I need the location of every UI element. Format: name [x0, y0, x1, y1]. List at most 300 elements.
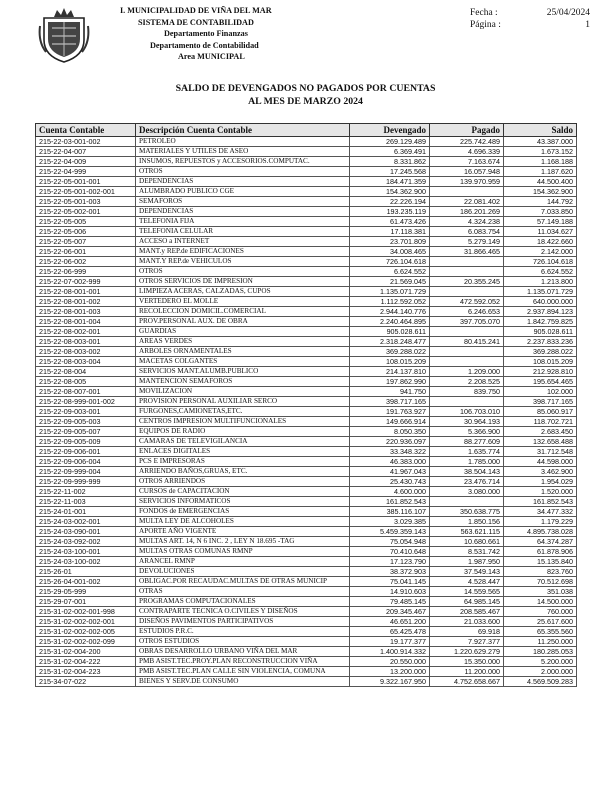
cell-devengado: 6.369.491 — [350, 147, 430, 157]
cell-devengado: 6.624.552 — [350, 267, 430, 277]
table-row — [36, 317, 577, 327]
cell-saldo: 15.135.840 — [504, 557, 577, 567]
cell-pagado: 38.504.143 — [430, 467, 504, 477]
cell-descripcion: PROVISION PERSONAL AUXILIAR SERCO — [136, 397, 350, 407]
cell-descripcion: ALUMBRADO PUBLICO CGE — [136, 187, 350, 197]
cell-cuenta: 215-24-03-100-001 — [36, 547, 136, 557]
cell-saldo: 31.712.548 — [504, 447, 577, 457]
cell-descripcion: DEVOLUCIONES — [136, 567, 350, 577]
cell-descripcion: ENLACES DIGITALES — [136, 447, 350, 457]
cell-saldo: 640.000.000 — [504, 297, 577, 307]
cell-cuenta: 215-22-11-002 — [36, 487, 136, 497]
col-header-saldo: Saldo — [504, 124, 577, 137]
cell-saldo: 11.034.627 — [504, 227, 577, 237]
cell-saldo: 44.500.400 — [504, 177, 577, 187]
cell-devengado: 726.104.618 — [350, 257, 430, 267]
table-row — [36, 417, 577, 427]
cell-descripcion: DEPENDENCIAS — [136, 207, 350, 217]
cell-cuenta: 215-22-06-001 — [36, 247, 136, 257]
cell-devengado: 269.129.489 — [350, 137, 430, 147]
table-row — [36, 307, 577, 317]
cell-devengado: 161.852.543 — [350, 497, 430, 507]
cell-cuenta: 215-22-08-007-001 — [36, 387, 136, 397]
table-row — [36, 177, 577, 187]
cell-descripcion: CURSOS de CAPACITACION — [136, 487, 350, 497]
cell-cuenta: 215-22-08-003-001 — [36, 337, 136, 347]
table-row — [36, 507, 577, 517]
table-row — [36, 337, 577, 347]
table-row — [36, 427, 577, 437]
cell-saldo: 180.285.053 — [504, 647, 577, 657]
cell-saldo: 65.355.560 — [504, 627, 577, 637]
cell-devengado: 108.015.209 — [350, 357, 430, 367]
col-header-pagado: Pagado — [430, 124, 504, 137]
cell-descripcion: ARANCEL RMNP — [136, 557, 350, 567]
col-header-devengado: Devengado — [350, 124, 430, 137]
table-row — [36, 377, 577, 387]
cell-pagado: 4.696.339 — [430, 147, 504, 157]
cell-saldo: 760.000 — [504, 607, 577, 617]
cell-descripcion: PCS E IMPRESORAS — [136, 457, 350, 467]
cell-descripcion: MANT.Y REP.de VEHICULOS — [136, 257, 350, 267]
cell-devengado: 2.240.464.895 — [350, 317, 430, 327]
cell-cuenta: 215-22-08-003-002 — [36, 347, 136, 357]
cell-pagado: 139.970.959 — [430, 177, 504, 187]
fecha-value: 25/04/2024 — [546, 8, 590, 18]
cell-saldo: 18.422.660 — [504, 237, 577, 247]
cell-devengado: 385.116.107 — [350, 507, 430, 517]
institution-header — [120, 5, 272, 63]
cell-saldo: 1.213.800 — [504, 277, 577, 287]
table-row — [36, 267, 577, 277]
cell-pagado: 15.350.000 — [430, 657, 504, 667]
municipality-name: I. MUNICIPALIDAD DE VIÑA DEL MAR — [120, 6, 272, 15]
cell-pagado: 350.638.775 — [430, 507, 504, 517]
cell-devengado: 398.717.165 — [350, 397, 430, 407]
cell-saldo: 7.033.850 — [504, 207, 577, 217]
municipal-seal — [38, 6, 90, 64]
cell-pagado: 31.866.465 — [430, 247, 504, 257]
cell-cuenta: 215-24-03-002-001 — [36, 517, 136, 527]
cell-pagado — [430, 287, 504, 297]
cell-cuenta: 215-31-02-002-001-998 — [36, 607, 136, 617]
fecha-label: Fecha : — [470, 8, 498, 18]
cell-saldo: 108.015.209 — [504, 357, 577, 367]
cell-pagado: 8.531.742 — [430, 547, 504, 557]
cell-cuenta: 215-22-08-001-001 — [36, 287, 136, 297]
cell-pagado — [430, 257, 504, 267]
cell-devengado: 220.936.097 — [350, 437, 430, 447]
table-row — [36, 157, 577, 167]
table-row — [36, 217, 577, 227]
cell-devengado: 17.123.790 — [350, 557, 430, 567]
cell-devengado: 46.651.200 — [350, 617, 430, 627]
cell-cuenta: 215-29-07-001 — [36, 597, 136, 607]
cell-saldo: 398.717.165 — [504, 397, 577, 407]
table-row — [36, 677, 577, 687]
cell-saldo: 70.512.698 — [504, 577, 577, 587]
cell-saldo: 905.028.611 — [504, 327, 577, 337]
cell-devengado: 214.137.810 — [350, 367, 430, 377]
cell-descripcion: PROGRAMAS COMPUTACIONALES — [136, 597, 350, 607]
cell-devengado: 65.425.478 — [350, 627, 430, 637]
table-row — [36, 497, 577, 507]
cell-saldo: 2.237.833.236 — [504, 337, 577, 347]
cell-cuenta: 215-22-08-001-002 — [36, 297, 136, 307]
cell-devengado: 1.135.071.729 — [350, 287, 430, 297]
cell-saldo: 2.142.000 — [504, 247, 577, 257]
cell-descripcion: EQUIPOS DE RADIO — [136, 427, 350, 437]
cell-devengado: 2.944.140.776 — [350, 307, 430, 317]
cell-cuenta: 215-31-02-002-002-001 — [36, 617, 136, 627]
cell-descripcion: CONTRAPARTE TECNICA O.CIVILES Y DISEÑOS — [136, 607, 350, 617]
cell-descripcion: OBRAS DESARROLLO URBANO VIÑA DEL MAR — [136, 647, 350, 657]
cell-saldo: 1.135.071.729 — [504, 287, 577, 297]
cell-descripcion: TELEFONIA FIJA — [136, 217, 350, 227]
table-row — [36, 437, 577, 447]
cell-saldo: 212.928.810 — [504, 367, 577, 377]
cell-pagado: 14.559.565 — [430, 587, 504, 597]
table-row — [36, 557, 577, 567]
cell-saldo: 132.658.488 — [504, 437, 577, 447]
cell-descripcion: PETROLEO — [136, 137, 350, 147]
table-row — [36, 647, 577, 657]
cell-cuenta: 215-22-05-005 — [36, 217, 136, 227]
cell-pagado: 20.355.245 — [430, 277, 504, 287]
cell-saldo: 61.878.906 — [504, 547, 577, 557]
cell-devengado: 25.430.743 — [350, 477, 430, 487]
report-title-line2: AL MES DE MARZO 2024 — [248, 96, 363, 107]
table-row — [36, 467, 577, 477]
cell-cuenta: 215-31-02-004-222 — [36, 657, 136, 667]
cell-descripcion: TELEFONIA CELULAR — [136, 227, 350, 237]
table-row — [36, 227, 577, 237]
cell-devengado: 33.348.322 — [350, 447, 430, 457]
cell-descripcion: DEPENDENCIAS — [136, 177, 350, 187]
cell-cuenta: 215-22-07-002-999 — [36, 277, 136, 287]
cell-descripcion: VERTEDERO EL MOLLE — [136, 297, 350, 307]
cell-descripcion: OTROS — [136, 267, 350, 277]
report-meta — [470, 7, 590, 31]
cell-devengado: 905.028.611 — [350, 327, 430, 337]
cell-descripcion: MANT.y REP.de EDIFICACIONES — [136, 247, 350, 257]
cell-descripcion: CENTROS IMPRESION MULTIFUNCIONALES — [136, 417, 350, 427]
cell-saldo: 1.168.188 — [504, 157, 577, 167]
cell-pagado: 472.592.052 — [430, 297, 504, 307]
col-header-descripcion: Descripción Cuenta Contable — [136, 124, 350, 137]
cell-pagado: 4.752.658.667 — [430, 677, 504, 687]
cell-saldo: 118.702.721 — [504, 417, 577, 427]
cell-descripcion: OBLIGAC.POR RECAUDAC.MULTAS DE OTRAS MUNICIP — [136, 577, 350, 587]
table-row — [36, 277, 577, 287]
cell-cuenta: 215-22-09-999-999 — [36, 477, 136, 487]
cell-pagado: 1.220.629.279 — [430, 647, 504, 657]
cell-saldo: 1.954.029 — [504, 477, 577, 487]
table-row — [36, 167, 577, 177]
cell-cuenta: 215-22-08-004 — [36, 367, 136, 377]
cell-saldo: 6.624.552 — [504, 267, 577, 277]
cell-devengado: 1.112.592.052 — [350, 297, 430, 307]
table-row — [36, 237, 577, 247]
cell-pagado: 16.057.948 — [430, 167, 504, 177]
cell-saldo: 64.374.287 — [504, 537, 577, 547]
table-row — [36, 297, 577, 307]
cell-cuenta: 215-22-08-005 — [36, 377, 136, 387]
cell-devengado: 21.569.045 — [350, 277, 430, 287]
cell-descripcion: FONDOS de EMERGENCIAS — [136, 507, 350, 517]
cell-pagado: 5.279.149 — [430, 237, 504, 247]
cell-descripcion: FURGONES,CAMIONETAS,ETC. — [136, 407, 350, 417]
cell-pagado: 3.080.000 — [430, 487, 504, 497]
pagina-value: 1 — [585, 20, 590, 30]
cell-pagado — [430, 267, 504, 277]
cell-descripcion: GUARDIAS — [136, 327, 350, 337]
table-row — [36, 587, 577, 597]
cell-pagado: 10.680.661 — [430, 537, 504, 547]
cell-devengado: 41.967.043 — [350, 467, 430, 477]
table-row — [36, 527, 577, 537]
cell-devengado: 17.245.568 — [350, 167, 430, 177]
table-row — [36, 547, 577, 557]
table-row — [36, 257, 577, 267]
cell-devengado: 197.862.990 — [350, 377, 430, 387]
cell-descripcion: MACETAS COLGANTES — [136, 357, 350, 367]
cell-cuenta: 215-34-07-022 — [36, 677, 136, 687]
cell-devengado: 22.226.194 — [350, 197, 430, 207]
cell-cuenta: 215-22-11-003 — [36, 497, 136, 507]
cell-cuenta: 215-24-01-001 — [36, 507, 136, 517]
cell-cuenta: 215-22-08-003-004 — [36, 357, 136, 367]
cell-descripcion: MATERIALES Y UTILES DE ASEO — [136, 147, 350, 157]
cell-descripcion: BIENES Y SERV.DE CONSUMO — [136, 677, 350, 687]
cell-pagado: 21.033.600 — [430, 617, 504, 627]
cell-descripcion: MULTA LEY DE ALCOHOLES — [136, 517, 350, 527]
cell-devengado: 149.666.914 — [350, 417, 430, 427]
table-row — [36, 577, 577, 587]
cell-pagado: 37.549.143 — [430, 567, 504, 577]
cell-pagado: 4.324.238 — [430, 217, 504, 227]
cell-pagado — [430, 347, 504, 357]
cell-devengado: 23.701.809 — [350, 237, 430, 247]
cell-pagado: 88.277.609 — [430, 437, 504, 447]
table-row — [36, 367, 577, 377]
table-row — [36, 397, 577, 407]
cell-pagado: 22.081.402 — [430, 197, 504, 207]
cell-saldo: 57.149.188 — [504, 217, 577, 227]
table-row — [36, 147, 577, 157]
report-title — [0, 82, 611, 108]
system-name: SISTEMA DE CONTABILIDAD — [138, 17, 254, 27]
table-row — [36, 407, 577, 417]
cell-pagado: 208.585.467 — [430, 607, 504, 617]
cell-saldo: 195.654.465 — [504, 377, 577, 387]
cell-descripcion: ARRIENDO BAÑOS,GRUAS, ETC. — [136, 467, 350, 477]
table-body — [36, 137, 577, 687]
cell-saldo: 4.569.509.283 — [504, 677, 577, 687]
cell-descripcion: AREAS VERDES — [136, 337, 350, 347]
cell-cuenta: 215-22-05-002-001 — [36, 207, 136, 217]
cell-cuenta: 215-22-04-009 — [36, 157, 136, 167]
cell-devengado: 17.118.381 — [350, 227, 430, 237]
table-row — [36, 477, 577, 487]
cell-pagado: 1.635.774 — [430, 447, 504, 457]
table-row — [36, 447, 577, 457]
cell-descripcion: OTROS ESTUDIOS — [136, 637, 350, 647]
cell-devengado: 19.177.377 — [350, 637, 430, 647]
cell-descripcion: APORTE AÑO VIGENTE — [136, 527, 350, 537]
cell-devengado: 184.471.359 — [350, 177, 430, 187]
cell-pagado: 6.083.754 — [430, 227, 504, 237]
table-row — [36, 607, 577, 617]
table-row — [36, 137, 577, 147]
cell-saldo: 44.598.000 — [504, 457, 577, 467]
cell-cuenta: 215-26-04-001-002 — [36, 577, 136, 587]
cell-descripcion: DISEÑOS PAVIMENTOS PARTICIPATIVOS — [136, 617, 350, 627]
cell-saldo: 43.387.000 — [504, 137, 577, 147]
cell-devengado: 1.400.914.332 — [350, 647, 430, 657]
cell-pagado: 2.208.525 — [430, 377, 504, 387]
cell-descripcion: SERVICIOS MANT.ALUMB.PUBLICO — [136, 367, 350, 377]
table-row — [36, 207, 577, 217]
cell-descripcion: LIMPIEZA ACERAS, CALZADAS, CUPOS — [136, 287, 350, 297]
cell-cuenta: 215-22-09-006-001 — [36, 447, 136, 457]
cell-saldo: 2.683.450 — [504, 427, 577, 437]
cell-cuenta: 215-22-09-005-009 — [36, 437, 136, 447]
cell-pagado — [430, 497, 504, 507]
cell-descripcion: OTROS ARRIENDOS — [136, 477, 350, 487]
cell-devengado: 75.041.145 — [350, 577, 430, 587]
table-row — [36, 347, 577, 357]
cell-cuenta: 215-22-05-001-003 — [36, 197, 136, 207]
cell-cuenta: 215-26-01 — [36, 567, 136, 577]
cell-cuenta: 215-22-08-002-001 — [36, 327, 136, 337]
pagina-label: Página : — [470, 20, 501, 30]
cell-descripcion: CAMARAS DE TELEVIGILANCIA — [136, 437, 350, 447]
table-row — [36, 247, 577, 257]
cell-pagado: 23.476.714 — [430, 477, 504, 487]
cell-devengado: 154.362.900 — [350, 187, 430, 197]
cell-cuenta: 215-24-03-100-002 — [36, 557, 136, 567]
cell-devengado: 2.318.248.477 — [350, 337, 430, 347]
table-header-row — [36, 124, 577, 137]
cell-saldo: 161.852.543 — [504, 497, 577, 507]
cell-descripcion: OTRAS — [136, 587, 350, 597]
table-row — [36, 667, 577, 677]
cell-cuenta: 215-24-03-092-002 — [36, 537, 136, 547]
cell-saldo: 1.520.000 — [504, 487, 577, 497]
cell-cuenta: 215-22-05-006 — [36, 227, 136, 237]
cell-descripcion: MOVILIZACION — [136, 387, 350, 397]
cell-saldo: 11.250.000 — [504, 637, 577, 647]
table-row — [36, 637, 577, 647]
cell-descripcion: RECOLECCION DOMICIL.COMERCIAL — [136, 307, 350, 317]
cell-pagado: 563.621.115 — [430, 527, 504, 537]
cell-cuenta: 215-31-02-004-200 — [36, 647, 136, 657]
cell-cuenta: 215-22-05-001-001 — [36, 177, 136, 187]
cell-descripcion: PMB ASIST.TEC.PROY.PLAN RECONSTRUCCION VIÑA — [136, 657, 350, 667]
cell-devengado: 9.322.167.950 — [350, 677, 430, 687]
cell-pagado: 30.964.193 — [430, 417, 504, 427]
cell-pagado: 6.246.653 — [430, 307, 504, 317]
cell-saldo: 154.362.900 — [504, 187, 577, 197]
table-row — [36, 387, 577, 397]
cell-devengado: 34.008.465 — [350, 247, 430, 257]
cell-saldo: 34.477.332 — [504, 507, 577, 517]
accounts-table — [35, 123, 577, 687]
cell-cuenta: 215-22-09-005-003 — [36, 417, 136, 427]
cell-pagado: 5.366.900 — [430, 427, 504, 437]
cell-descripcion: OTROS SERVICIOS DE IMPRESION — [136, 277, 350, 287]
cell-pagado: 106.703.010 — [430, 407, 504, 417]
cell-saldo: 1.187.620 — [504, 167, 577, 177]
cell-cuenta: 215-22-09-005-007 — [36, 427, 136, 437]
cell-pagado — [430, 397, 504, 407]
cell-cuenta: 215-22-09-999-004 — [36, 467, 136, 477]
col-header-cuenta: Cuenta Contable — [36, 124, 136, 137]
cell-pagado: 80.415.241 — [430, 337, 504, 347]
cell-descripcion: MANTENCION SEMAFOROS — [136, 377, 350, 387]
cell-descripcion: INSUMOS, REPUESTOS y ACCESORIOS.COMPUTAC. — [136, 157, 350, 167]
table-row — [36, 187, 577, 197]
cell-saldo: 2.937.894.123 — [504, 307, 577, 317]
cell-saldo: 85.060.917 — [504, 407, 577, 417]
cell-cuenta: 215-22-09-003-001 — [36, 407, 136, 417]
table-row — [36, 617, 577, 627]
cell-saldo: 369.288.022 — [504, 347, 577, 357]
cell-devengado: 14.910.603 — [350, 587, 430, 597]
cell-descripcion: ACCESO a INTERNET — [136, 237, 350, 247]
cell-pagado: 1.785.000 — [430, 457, 504, 467]
cell-cuenta: 215-22-08-001-004 — [36, 317, 136, 327]
cell-pagado: 4.528.447 — [430, 577, 504, 587]
cell-saldo: 2.000.000 — [504, 667, 577, 677]
cell-saldo: 351.038 — [504, 587, 577, 597]
cell-cuenta: 215-22-08-999-001-002 — [36, 397, 136, 407]
cell-devengado: 193.235.119 — [350, 207, 430, 217]
cell-saldo: 144.792 — [504, 197, 577, 207]
cell-saldo: 5.200.000 — [504, 657, 577, 667]
table-row — [36, 457, 577, 467]
cell-pagado: 64.985.145 — [430, 597, 504, 607]
cell-cuenta: 215-22-04-007 — [36, 147, 136, 157]
cell-saldo: 3.462.900 — [504, 467, 577, 477]
cell-devengado: 941.750 — [350, 387, 430, 397]
table-row — [36, 327, 577, 337]
cell-devengado: 75.054.948 — [350, 537, 430, 547]
cell-devengado: 3.029.385 — [350, 517, 430, 527]
cell-pagado — [430, 357, 504, 367]
table-row — [36, 537, 577, 547]
cell-devengado: 70.410.648 — [350, 547, 430, 557]
cell-pagado: 839.750 — [430, 387, 504, 397]
cell-cuenta: 215-22-06-999 — [36, 267, 136, 277]
area-name: Area MUNICIPAL — [178, 52, 245, 61]
cell-cuenta: 215-22-06-002 — [36, 257, 136, 267]
cell-devengado: 4.600.000 — [350, 487, 430, 497]
cell-pagado — [430, 187, 504, 197]
cell-saldo: 102.000 — [504, 387, 577, 397]
cell-descripcion: PROV.PERSONAL AUX. DE OBRA — [136, 317, 350, 327]
cell-cuenta: 215-24-03-090-001 — [36, 527, 136, 537]
table-row — [36, 357, 577, 367]
cell-pagado: 7.163.674 — [430, 157, 504, 167]
cell-saldo: 25.617.600 — [504, 617, 577, 627]
cell-devengado: 369.288.022 — [350, 347, 430, 357]
cell-saldo: 823.760 — [504, 567, 577, 577]
table-row — [36, 627, 577, 637]
cell-saldo: 726.104.618 — [504, 257, 577, 267]
cell-cuenta: 215-31-02-002-002-099 — [36, 637, 136, 647]
